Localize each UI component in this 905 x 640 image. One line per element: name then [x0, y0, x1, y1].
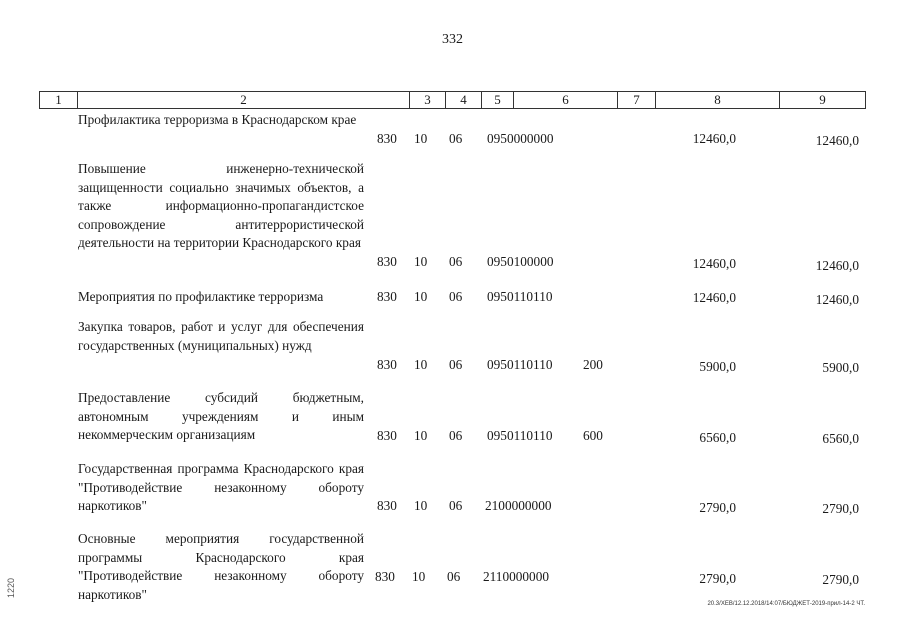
cell-col-9: 12460,0 — [815, 133, 859, 148]
cell-col-3: 830 — [377, 289, 397, 304]
header-col-4: 4 — [446, 92, 482, 108]
header-col-2: 2 — [78, 92, 410, 108]
header-col-7: 7 — [618, 92, 656, 108]
header-col-5: 5 — [482, 92, 514, 108]
header-col-1: 1 — [40, 92, 78, 108]
row-description: Профилактика терроризма в Краснодарском крае — [78, 112, 357, 127]
cell-col-8: 2790,0 — [699, 500, 736, 515]
cell-col-9: 12460,0 — [815, 258, 859, 273]
cell-col-8: 12460,0 — [692, 131, 736, 146]
cell-col-8: 5900,0 — [699, 359, 736, 374]
side-margin-mark: 1220 — [6, 577, 16, 598]
cell-col-7: 600 — [583, 428, 603, 443]
cell-col-4: 10 — [414, 357, 428, 372]
cell-col-5: 06 — [449, 357, 463, 372]
cell-col-8: 2790,0 — [699, 571, 736, 586]
cell-col-5: 06 — [449, 131, 463, 146]
cell-col-8: 12460,0 — [692, 256, 736, 271]
cell-col-6: 2100000000 — [485, 498, 552, 513]
cell-col-3: 830 — [377, 131, 397, 146]
cell-col-6: 0950000000 — [487, 131, 554, 146]
cell-col-5: 06 — [447, 569, 461, 584]
cell-col-8: 6560,0 — [699, 430, 736, 445]
row-description: Предоставление субсидий бюджетным, автономным учреждениям и иным некоммерческим организациям — [78, 390, 364, 443]
cell-col-9: 2790,0 — [822, 501, 859, 516]
cell-col-6: 0950110110 — [487, 289, 553, 304]
row-description: Мероприятия по профилактике терроризма — [78, 289, 324, 304]
cell-col-9: 5900,0 — [822, 360, 859, 375]
cell-col-4: 10 — [414, 498, 428, 513]
cell-col-4: 10 — [414, 428, 428, 443]
cell-col-3: 830 — [375, 569, 395, 584]
cell-col-9: 2790,0 — [822, 572, 859, 587]
page-number: 332 — [442, 32, 463, 47]
header-col-3: 3 — [410, 92, 446, 108]
cell-col-4: 10 — [414, 289, 428, 304]
document-footer: 20.3/ХЕВ/12.12.2018/14:07/БЮДЖЕТ-2019-прил-14-2 ЧТ. — [707, 601, 865, 607]
cell-col-3: 830 — [377, 498, 397, 513]
cell-col-5: 06 — [449, 289, 463, 304]
cell-col-6: 0950110110 — [487, 357, 553, 372]
cell-col-3: 830 — [377, 254, 397, 269]
row-description: Государственная программа Краснодарского края "Противодействие незаконному обороту наркотиков" — [78, 461, 364, 514]
cell-col-6: 2110000000 — [483, 569, 549, 584]
cell-col-5: 06 — [449, 498, 463, 513]
cell-col-4: 10 — [412, 569, 426, 584]
cell-col-5: 06 — [449, 428, 463, 443]
cell-col-9: 6560,0 — [822, 431, 859, 446]
cell-col-3: 830 — [377, 357, 397, 372]
header-col-6: 6 — [514, 92, 618, 108]
table-header — [39, 91, 866, 109]
header-col-9: 9 — [819, 92, 826, 107]
cell-col-9: 12460,0 — [815, 292, 859, 307]
cell-col-5: 06 — [449, 254, 463, 269]
cell-col-8: 12460,0 — [692, 290, 736, 305]
cell-col-6: 0950100000 — [487, 254, 554, 269]
cell-col-3: 830 — [377, 428, 397, 443]
row-description: Закупка товаров, работ и услуг для обеспечения государственных (муниципальных) нужд — [78, 319, 364, 353]
cell-col-4: 10 — [414, 131, 428, 146]
row-description: Основные мероприятия государственной программы Краснодарского края "Противодействие незаконному обороту наркотиков" — [78, 531, 364, 602]
cell-col-4: 10 — [414, 254, 428, 269]
cell-col-6: 0950110110 — [487, 428, 553, 443]
row-description: Повышение инженерно-технической защищенности социально значимых объектов, а также информационно-пропагандистское сопровождение антитеррористической деятельности на территории Краснодарского края — [78, 161, 364, 251]
header-col-8: 8 — [656, 92, 780, 108]
cell-col-7: 200 — [583, 357, 603, 372]
